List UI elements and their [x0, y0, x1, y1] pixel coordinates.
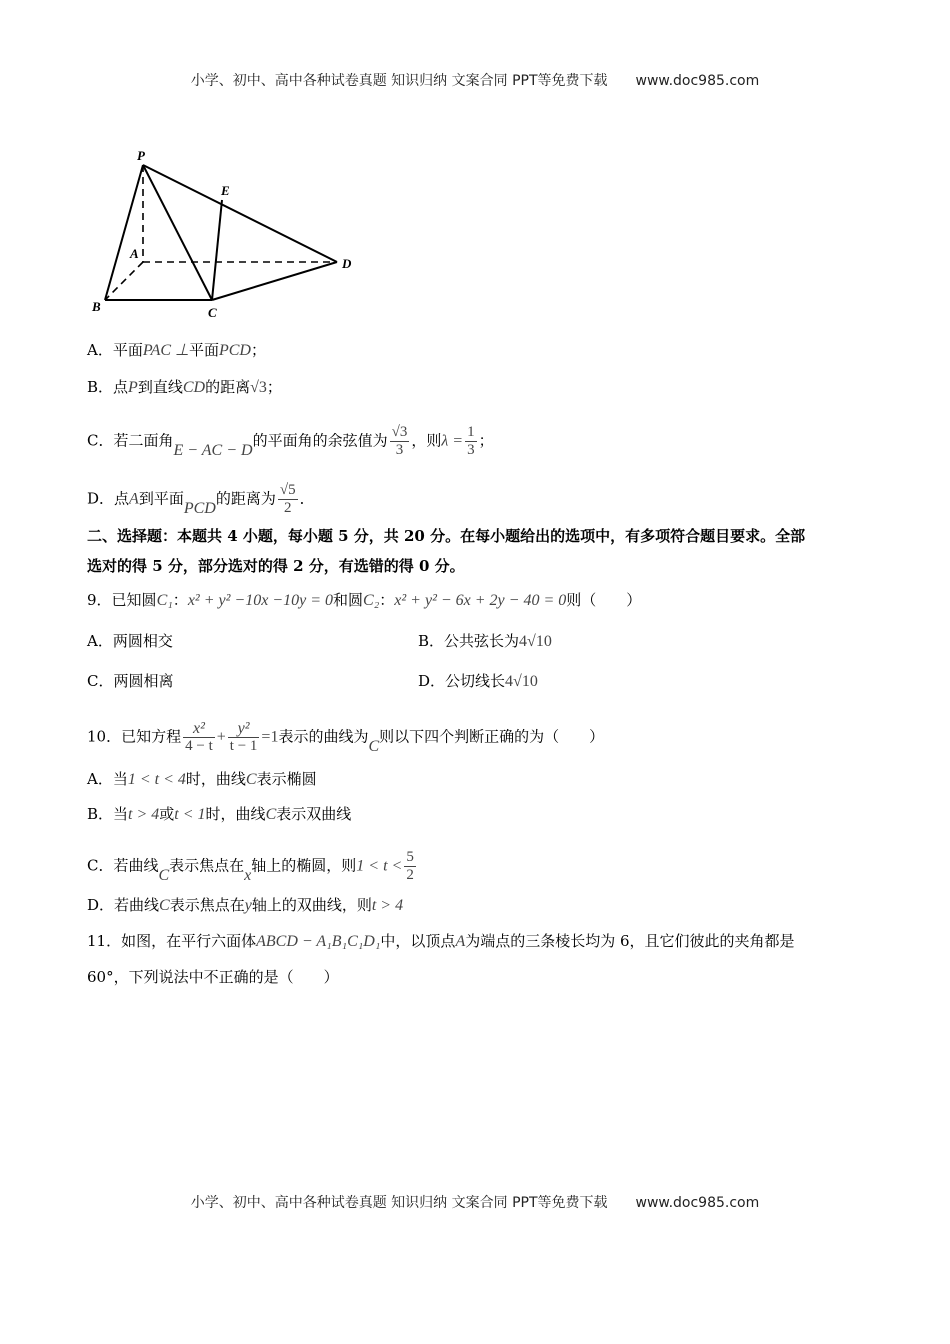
page-header: [0, 70, 950, 90]
label-a: A: [130, 246, 139, 261]
label-b: B: [92, 299, 101, 314]
q11-stem-line2: 60°，下列说法中不正确的是（ ）: [87, 968, 339, 986]
q9-option-c: C．两圆相离: [87, 672, 174, 690]
q11-stem: 11．如图，在平行六面体ABCD − A₁B₁C₁D₁中，以顶点A为端点的三条棱长均为 6，且它们彼此的夹角都是: [87, 932, 795, 950]
header-url[interactable]: www.doc985.com: [635, 73, 760, 89]
footer-url[interactable]: www.doc985.com: [635, 1195, 760, 1211]
q9-stem: 9．已知圆C₁：x² + y² −10x −10y = 0和圆C₂：x² + y² − 6x + 2y − 40 = 0则（ ）: [87, 591, 642, 609]
header-text: 小学、初中、高中各种试卷真题 知识归纳 文案合同 PPT等免费下载: [190, 73, 608, 89]
label-p: P: [137, 148, 145, 163]
q10-option-c: C．若曲线C表示焦点在x轴上的椭圆，则1 < t < $\frac{5}{2}$: [87, 849, 414, 884]
q8-option-b: B．点P到直线CD的距离√3；: [87, 378, 282, 396]
pyramid-figure: [80, 145, 370, 325]
q10-option-a: A．当1 < t < 4时，曲线C表示椭圆: [87, 770, 317, 788]
q10-option-d: D．若曲线C表示焦点在y轴上的双曲线，则t > 4: [87, 896, 404, 914]
q10-option-b: B．当t > 4或t < 1时，曲线C表示双曲线: [87, 805, 352, 823]
section-instructions: 选对的得 5 分，部分选对的得 2 分，有选错的得 0 分。: [87, 557, 465, 575]
label-d: D: [342, 256, 352, 271]
q9-option-a: A．两圆相交: [87, 632, 173, 650]
label-c: C: [208, 305, 217, 320]
q8-option-c: C．若二面角E − AC − D的平面角的余弦值为 $\frac{√3}{3}$ ，则λ = $\frac{1}{3}$ ；: [87, 424, 494, 459]
label-e: E: [221, 183, 230, 198]
q8-option-d: D．点A到平面PCD的距离为 $\frac{√5}{2}$ ．: [87, 482, 315, 517]
q9-option-b: B．公共弦长为4√10: [418, 632, 552, 650]
q9-option-d: D．公切线长4√10: [418, 672, 538, 690]
q8-option-a: A．平面PAC ⊥平面PCD；: [87, 341, 266, 359]
page-footer: [0, 1192, 950, 1212]
section-heading: 二、选择题：本题共 4 小题，每小题 5 分，共 20 分。在每小题给出的选项中，有多项符合题目要求。全部: [87, 527, 806, 545]
q10-stem: 10．已知方程 $\frac{\text{x²}}{4 - t}$ + $\frac{\text{y²}}{t - 1}$ =1表示的曲线为C则以下四个判断正确的为（ ）: [87, 720, 605, 755]
footer-text: 小学、初中、高中各种试卷真题 知识归纳 文案合同 PPT等免费下载: [190, 1195, 608, 1211]
